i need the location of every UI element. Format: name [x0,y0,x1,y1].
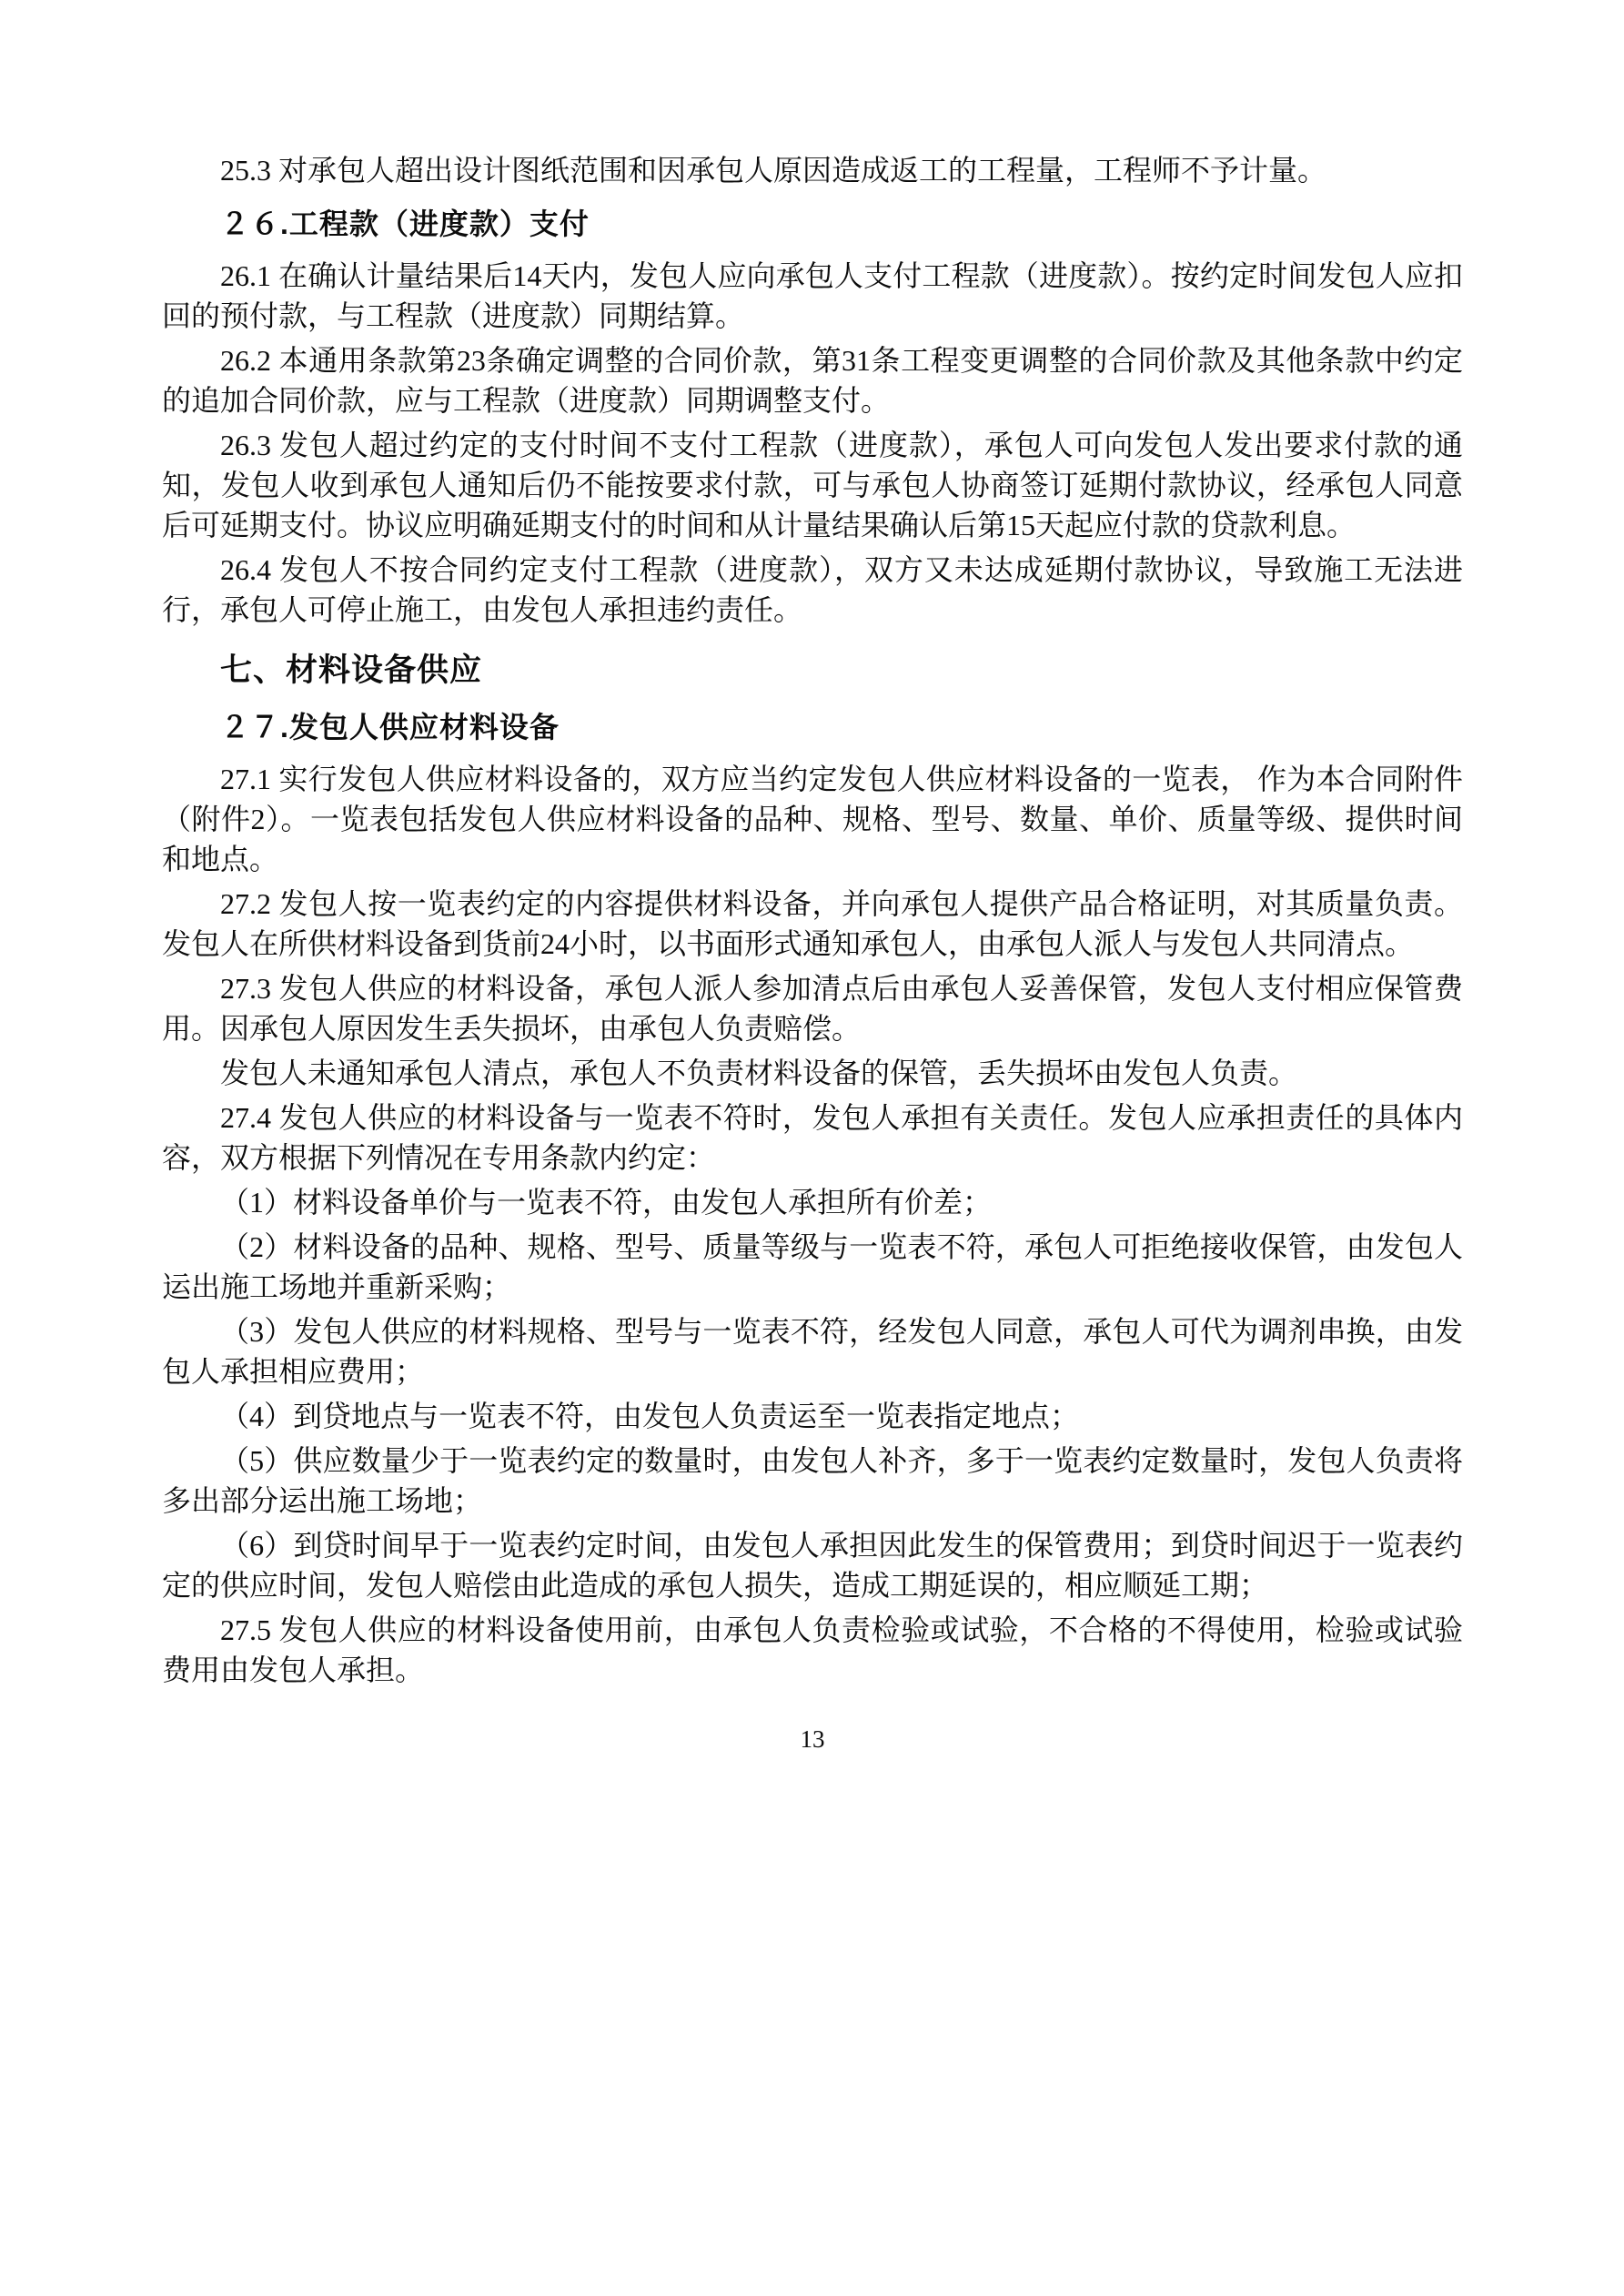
clause-27-2: 27.2 发包人按一览表约定的内容提供材料设备，并向承包人提供产品合格证明，对其质量负责。发包人在所供材料设备到货前24小时，以书面形式通知承包人，由承包人派人与发包人共同清点。 [162,887,1463,960]
heading-clause-26: ２６.工程款（进度款）支付 [220,207,590,240]
clause-27-5: 27.5 发包人供应的材料设备使用前，由承包人负责检验或试验，不合格的不得使用，检验或试验费用由发包人承担。 [162,1613,1463,1686]
heading-clause-27: ２７.发包人供应材料设备 [220,711,560,743]
list-item-2: （2）材料设备的品种、规格、型号、质量等级与一览表不符，承包人可拒绝接收保管，由发包人运出施工场地并重新采购； [162,1230,1463,1303]
list-item-4: （4）到贷地点与一览表不符，由发包人负责运至一览表指定地点； [220,1400,1080,1432]
page-number: 13 [800,1725,825,1753]
heading-chapter-7: 七、材料设备供应 [220,652,483,688]
list-item-1: （1）材料设备单价与一览表不符，由发包人承担所有价差； [220,1186,993,1219]
clause-26-4: 26.4 发包人不按合同约定支付工程款（进度款），双方又未达成延期付款协议，导致施工无法进行，承包人可停止施工，由发包人承担违约责任。 [162,553,1463,626]
clause-27-1: 27.1 实行发包人供应材料设备的，双方应当约定发包人供应材料设备的一览表， 作为本合同附件（附件2）。一览表包括发包人供应材料设备的品种、规格、型号、数量、单价、质量等级、提供时间和地点。 [162,763,1463,875]
clause-26-1: 26.1 在确认计量结果后14天内，发包人应向承包人支付工程款（进度款）。按约定时间发包人应扣回的预付款，与工程款（进度款）同期结算。 [162,259,1463,332]
list-item-6: （6）到贷时间早于一览表约定时间，由发包人承担因此发生的保管费用；到贷时间迟于一览表约定的供应时间，发包人赔偿由此造成的承包人损失，造成工期延误的，相应顺延工期； [162,1529,1463,1602]
clause-27-3-note: 发包人未通知承包人清点，承包人不负责材料设备的保管，丢失损坏由发包人负责。 [220,1057,1298,1089]
document-content [162,150,1463,1754]
clause-26-3: 26.3 发包人超过约定的支付时间不支付工程款（进度款），承包人可向发包人发出要求付款的通知，发包人收到承包人通知后仍不能按要求付款，可与承包人协商签订延期付款协议，经承包人同意后可延期支付。协议应明确延期支付的时间和从计量结果确认后第15天起应付款的贷款利息。 [162,429,1463,541]
list-item-3: （3）发包人供应的材料规格、型号与一览表不符，经发包人同意，承包人可代为调剂串换，由发包人承担相应费用； [162,1315,1463,1388]
list-item-5: （5）供应数量少于一览表约定的数量时，由发包人补齐，多于一览表约定数量时，发包人负责将多出部分运出施工场地； [162,1444,1463,1517]
clause-27-4: 27.4 发包人供应的材料设备与一览表不符时，发包人承担有关责任。发包人应承担责任的具体内容，双方根据下列情况在专用条款内约定： [162,1101,1463,1174]
clause-27-3: 27.3 发包人供应的材料设备，承包人派人参加清点后由承包人妥善保管，发包人支付相应保管费用。因承包人原因发生丢失损坏，由承包人负责赔偿。 [162,972,1463,1045]
clause-26-2: 26.2 本通用条款第23条确定调整的合同价款，第31条工程变更调整的合同价款及其他条款中约定的追加合同价款，应与工程款（进度款）同期调整支付。 [162,344,1463,417]
clause-25-3: 25.3 对承包人超出设计图纸范围和因承包人原因造成返工的工程量，工程师不予计量。 [220,154,1327,187]
